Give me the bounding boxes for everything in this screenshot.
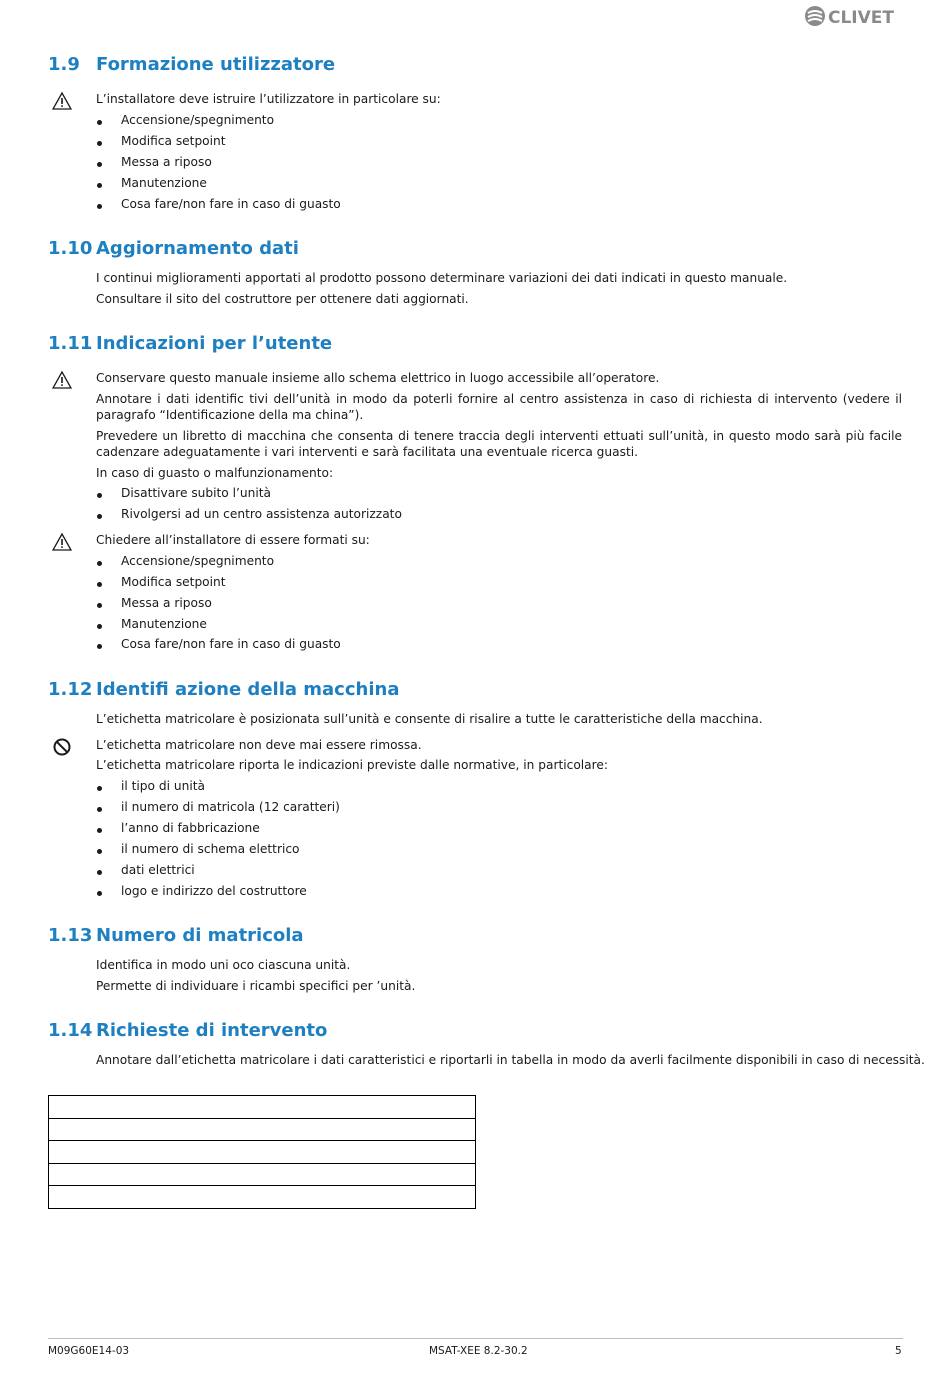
warning-icon — [52, 532, 72, 552]
footer-divider — [48, 1338, 903, 1339]
s111-p3: Prevedere un libretto di macchina che consenta di tenere traccia degli interventi ettuati sull’unità, in questo modo sarà più facile cadenzare adeguatamente i vari interventi e sarà facilitata una eventuale ricerca guasti. — [96, 429, 902, 459]
warning-icon — [52, 91, 72, 111]
s111-training-item: Messa a riposo — [121, 596, 212, 610]
heading-1-13: 1.13 Numero di matricola — [48, 925, 304, 946]
footer-page-number: 5 — [895, 1345, 902, 1357]
s111-training-item: Manutenzione — [121, 617, 207, 631]
prohibition-icon — [52, 737, 72, 757]
svg-text:CLIVET: CLIVET — [828, 8, 894, 28]
s19-item: Cosa fare/non fare in caso di guasto — [121, 197, 341, 211]
service-request-table — [48, 1095, 476, 1209]
s111-p1: Conservare questo manuale insieme allo schema elettrico in luogo accessibile all’operatore. — [96, 371, 660, 385]
footer-doc-code: M09G60E14-03 — [48, 1345, 130, 1357]
table-cell[interactable] — [49, 1163, 476, 1186]
s19-item: Manutenzione — [121, 176, 207, 190]
table-row — [49, 1096, 476, 1119]
table-cell[interactable] — [49, 1141, 476, 1164]
s113-p2: Permette di individuare i ricambi specifici per ’unità. — [96, 979, 416, 993]
s111-training-item: Accensione/spegnimento — [121, 554, 275, 568]
s112-item: il numero di matricola (12 caratteri) — [121, 800, 340, 814]
s112-item: il tipo di unità — [121, 779, 205, 793]
s110-p2: Consultare il sito del costruttore per ottenere dati aggiornati. — [96, 292, 469, 306]
table-row — [49, 1141, 476, 1164]
heading-1-12: 1.12 Identifi azione della macchina — [48, 679, 400, 700]
s114-p1: Annotare dall’etichetta matricolare i dati caratteristici e riportarli in tabella in modo da averli facilmente disponibili in caso di necessità. — [96, 1053, 925, 1067]
table-cell[interactable] — [49, 1186, 476, 1209]
s112-p3: L’etichetta matricolare riporta le indicazioni previste dalle normative, in particolare: — [96, 758, 608, 772]
heading-1-11: 1.11 Indicazioni per l’utente — [48, 333, 333, 354]
s112-item: dati elettrici — [121, 863, 195, 877]
s110-p1: I continui miglioramenti apportati al prodotto possono determinare variazioni dei dati indicati in questo manuale. — [96, 271, 788, 285]
s111-training-item: Cosa fare/non fare in caso di guasto — [121, 637, 341, 651]
table-cell[interactable] — [49, 1118, 476, 1141]
table-row — [49, 1163, 476, 1186]
table-row — [49, 1186, 476, 1209]
s112-p1: L’etichetta matricolare è posizionata sull’unità e consente di risalire a tutte le caratteristiche della macchina. — [96, 712, 763, 726]
s19-item: Accensione/spegnimento — [121, 113, 275, 127]
s111-fault-item: Disattivare subito l’unità — [121, 486, 271, 500]
s111-p5: Chiedere all’installatore di essere formati su: — [96, 533, 370, 547]
table-row — [49, 1118, 476, 1141]
s113-p1: Identifica in modo uni oco ciascuna unità. — [96, 958, 351, 972]
s19-item: Messa a riposo — [121, 155, 212, 169]
table-cell[interactable] — [49, 1096, 476, 1119]
s111-p2: Annotare i dati identific tivi dell’unità in modo da poterli fornire al centro assistenza in caso di richiesta di intervento (vedere il paragrafo “Identificazione della ma china”). — [96, 392, 902, 422]
s112-item: il numero di schema elettrico — [121, 842, 300, 856]
footer-model: MSAT-XEE 8.2-30.2 — [429, 1345, 528, 1357]
warning-icon — [52, 370, 72, 390]
s19-intro: L’installatore deve istruire l’utilizzatore in particolare su: — [96, 92, 441, 106]
s112-item: logo e indirizzo del costruttore — [121, 884, 307, 898]
s112-p2: L’etichetta matricolare non deve mai essere rimossa. — [96, 738, 422, 752]
heading-1-14: 1.14 Richieste di intervento — [48, 1020, 328, 1041]
clivet-logo — [803, 4, 907, 28]
s19-item: Modifica setpoint — [121, 134, 226, 148]
s111-training-item: Modifica setpoint — [121, 575, 226, 589]
heading-1-10: 1.10 Aggiornamento dati — [48, 238, 299, 259]
s111-fault-item: Rivolgersi ad un centro assistenza autorizzato — [121, 507, 402, 521]
s111-p4: In caso di guasto o malfunzionamento: — [96, 466, 334, 480]
heading-1-9: 1.9 Formazione utilizzatore — [48, 54, 336, 75]
s112-item: l’anno di fabbricazione — [121, 821, 260, 835]
